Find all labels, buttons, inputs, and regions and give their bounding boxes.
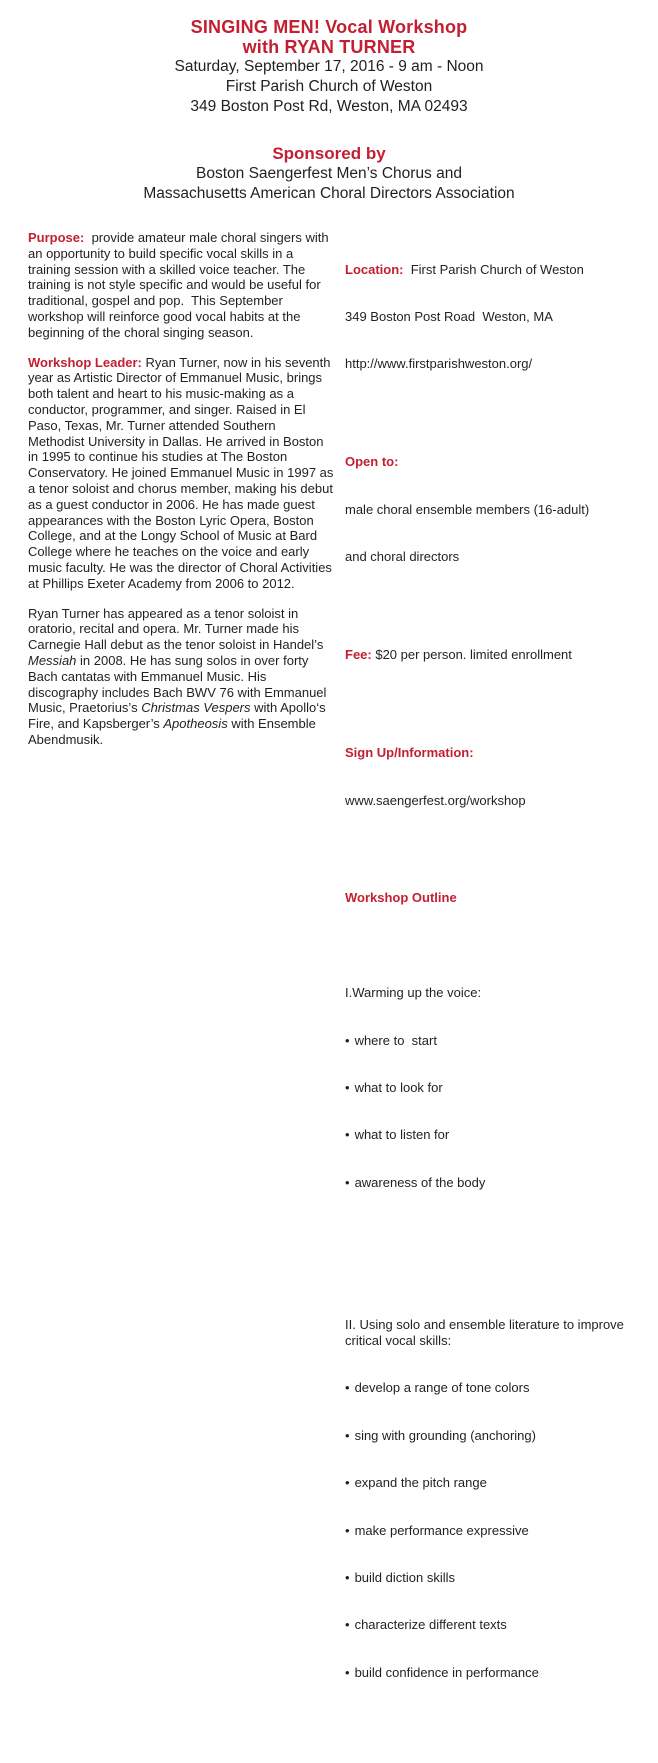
fee-line <box>345 647 645 663</box>
sponsor-line2: Massachusetts American Choral Directors Association <box>143 185 515 202</box>
bullet-icon: • <box>345 1617 350 1633</box>
text-run: Ryan Turner has appeared as a tenor soloist in oratorio, recital and opera. Mr. Turner made his Carnegie Hall debut as the tenor soloist in Handel’s <box>28 605 327 653</box>
lead-in-label: Location: <box>345 261 404 277</box>
flyer-header <box>0 0 658 117</box>
bullet-item <box>345 1523 645 1539</box>
bullet-item <box>345 1127 645 1143</box>
event-date: Saturday, September 17, 2016 - 9 am - Noon <box>174 58 484 75</box>
bullet-text: make performance expressive <box>354 1522 529 1538</box>
italic-text-run: Messiah <box>28 652 77 668</box>
location-block <box>345 230 645 404</box>
text-run: $20 per person. limited enrollment <box>371 647 572 663</box>
bullet-text: awareness of the body <box>354 1174 486 1190</box>
bullet-icon: • <box>345 1380 350 1396</box>
location-url: http://www.firstparishweston.org/ <box>345 356 533 372</box>
bullet-icon: • <box>345 1174 350 1190</box>
bullet-text: what to listen for <box>354 1127 450 1143</box>
fee-block <box>345 616 645 695</box>
open-to-line1: male choral ensemble members (16-adult) <box>345 501 590 517</box>
text-run: provide amateur male choral singers with an opportunity to build specific vocal skills in a training session with a skilled voice teacher. The training is not style specific and would be useful for traditional, gospel and pop. This September workshop will reinforce good vocal habits at the beginning of the choral singing season. <box>28 230 333 340</box>
bullet-text: build confidence in performance <box>354 1664 539 1680</box>
open-to-line2: and choral directors <box>345 549 460 565</box>
outline-heading: Workshop Outline <box>345 890 457 906</box>
bullet-item <box>345 1570 645 1586</box>
open-to-heading: Open to: <box>345 454 399 470</box>
bullet-item <box>345 1617 645 1633</box>
text-run: Ryan Turner, now in his seventh year as Artistic Director of Emmanuel Music, brings both talent and heart to his music-making as a conductor, programmer, and singer. Raised in El Paso, Texas, Mr. Turner attended Southern Methodist University in Dallas. He arrived in Boston in 1995 to continue his studies at The Boston Conservatory. He joined Emmanuel Music in 1997 as a tenor soloist and chorus member, making his debut as a guest conductor in 2006. He has made guest appearances with the Boston Lyric Opera, Boston College, and at the Longy School of Music at Bard College where he teaches on the voice and early music faculty. He was the director of Choral Activities at Phillips Exeter Academy from 2006 to 2012. <box>28 354 338 591</box>
italic-text-run: Apotheosis <box>163 716 228 732</box>
workshop-outline-block <box>345 859 645 1744</box>
text-run: in 2008. He has sung solos in over forty Bach cantatas with Emmanuel Music. His discography includes Bach BWV 76 with Emmanuel Music, Praetorius’s <box>28 652 331 716</box>
bullet-text: expand the pitch range <box>354 1475 487 1491</box>
outline-section2-intro: II. Using solo and ensemble literature to improve critical vocal skills: <box>345 1317 628 1348</box>
left-column <box>28 230 338 1763</box>
bullet-item <box>345 1665 645 1681</box>
event-venue: First Parish Church of Weston <box>225 78 433 95</box>
sponsor-line1: Boston Saengerfest Men’s Chorus and <box>196 165 462 182</box>
bullet-text: where to start <box>354 1032 437 1048</box>
purpose-paragraph <box>28 230 334 341</box>
signup-url: www.saengerfest.org/workshop <box>345 792 526 808</box>
bullet-text: develop a range of tone colors <box>354 1380 530 1396</box>
bullet-item <box>345 1175 645 1191</box>
bullet-icon: • <box>345 1032 350 1048</box>
body-columns <box>0 230 658 1763</box>
signup-block <box>345 714 645 840</box>
outline-section1-intro: I.Warming up the voice: <box>345 985 482 1001</box>
page-title-line1: SINGING MEN! Vocal Workshop <box>190 17 468 37</box>
text-run: with Ensemble Abendmusik. <box>28 716 319 747</box>
lead-in-label: Fee: <box>345 647 372 663</box>
outline-section-2 <box>345 1286 645 1713</box>
bullet-item <box>345 1475 645 1491</box>
bullet-icon: • <box>345 1522 350 1538</box>
bullet-icon: • <box>345 1080 350 1096</box>
bullet-icon: • <box>345 1664 350 1680</box>
bullet-icon: • <box>345 1475 350 1491</box>
location-line1 <box>345 262 645 278</box>
lead-in-label: Purpose: <box>28 230 85 245</box>
text-run: with Apollo‘s Fire, and Kapsberger’s <box>28 700 330 732</box>
bullet-icon: • <box>345 1569 350 1585</box>
right-column <box>345 230 645 1763</box>
workshop-leader-paragraph <box>28 354 338 592</box>
bullet-item <box>345 1080 645 1096</box>
bullet-icon: • <box>345 1427 350 1443</box>
bullet-item <box>345 1033 645 1049</box>
bullet-item <box>345 1428 645 1444</box>
open-to-block <box>345 423 645 597</box>
page-title-line2: with RYAN TURNER <box>242 37 416 57</box>
sponsored-section <box>0 144 658 204</box>
bullet-text: build diction skills <box>354 1569 455 1585</box>
sponsored-heading: Sponsored by <box>272 144 386 163</box>
event-address: 349 Boston Post Rd, Weston, MA 02493 <box>190 98 468 115</box>
lead-in-label: Workshop Leader: <box>28 354 142 370</box>
outline-section-1 <box>345 954 645 1223</box>
location-line2: 349 Boston Post Road Weston, MA <box>345 308 553 324</box>
italic-text-run: Christmas Vespers <box>141 700 251 716</box>
bullet-text: sing with grounding (anchoring) <box>354 1427 536 1443</box>
text-run: First Parish Church of Weston <box>403 261 584 277</box>
bullet-item <box>345 1380 645 1396</box>
bullet-icon: • <box>345 1127 350 1143</box>
bio-paragraph <box>28 606 334 748</box>
bullet-text: what to look for <box>354 1080 443 1096</box>
bullet-text: characterize different texts <box>354 1617 507 1633</box>
signup-heading: Sign Up/Information: <box>345 745 474 761</box>
